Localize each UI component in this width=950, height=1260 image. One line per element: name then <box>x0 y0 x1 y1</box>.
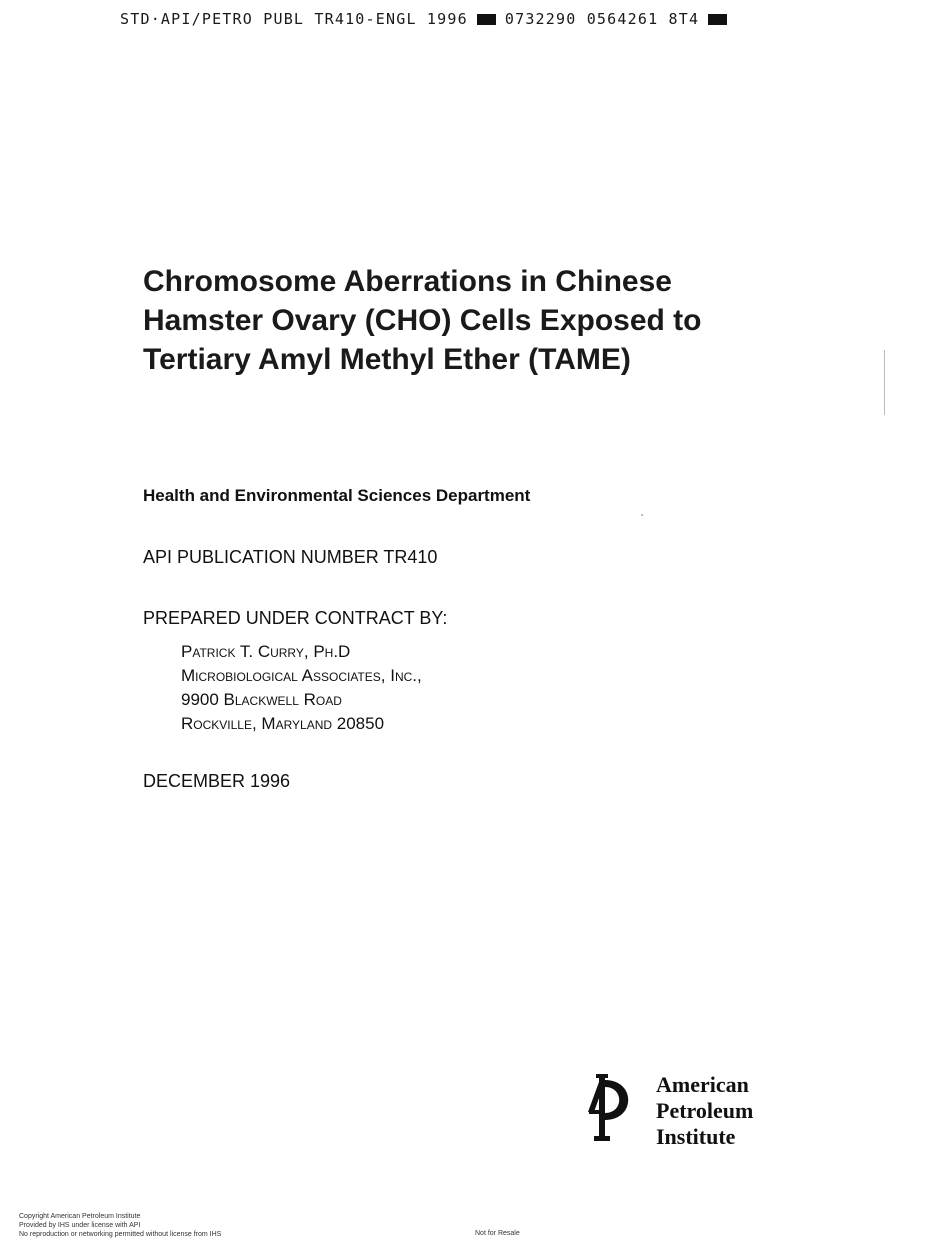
redaction-block-1 <box>477 14 496 25</box>
footer-line-1: Copyright American Petroleum Institute <box>19 1213 141 1220</box>
prepared-by-label: PREPARED UNDER CONTRACT BY: <box>143 608 448 628</box>
document-id-part1: STD·API/PETRO PUBL TR410-ENGL 1996 <box>120 10 468 28</box>
document-id-header <box>120 10 736 28</box>
footer-line-2: Provided by IHS under license with API <box>19 1222 141 1229</box>
footer-line-3: No reproduction or networking permitted without license from IHS <box>19 1231 222 1238</box>
org-line-2: Petroleum <box>656 1098 754 1123</box>
contractor-name: Patrick T. Curry, Ph.D <box>181 642 351 661</box>
scan-artifact <box>884 350 885 415</box>
report-title <box>143 262 783 379</box>
publication-number: API PUBLICATION NUMBER TR410 <box>143 547 438 567</box>
title-line-2: Hamster Ovary (CHO) Cells Exposed to <box>143 304 702 337</box>
contractor-street: 9900 Blackwell Road <box>181 690 342 709</box>
department-heading: Health and Environmental Sciences Department <box>143 486 531 505</box>
title-line-1: Chromosome Aberrations in Chinese <box>143 265 672 298</box>
publication-date: DECEMBER 1996 <box>143 771 291 791</box>
not-for-resale-notice: Not for Resale <box>475 1230 520 1237</box>
title-line-3: Tertiary Amyl Methyl Ether (TAME) <box>143 343 631 376</box>
document-id-part2: 0732290 0564261 8T4 <box>504 10 700 28</box>
contractor-company: Microbiological Associates, Inc., <box>181 666 422 685</box>
contractor-address <box>181 640 422 736</box>
redaction-block-2 <box>708 14 727 25</box>
scan-artifact <box>641 514 643 516</box>
org-line-3: Institute <box>656 1124 736 1149</box>
organization-name <box>656 1072 753 1150</box>
org-line-1: American <box>656 1072 749 1097</box>
copyright-footer <box>19 1212 221 1239</box>
contractor-city: Rockville, Maryland 20850 <box>181 714 385 733</box>
api-logo-icon <box>586 1072 636 1144</box>
